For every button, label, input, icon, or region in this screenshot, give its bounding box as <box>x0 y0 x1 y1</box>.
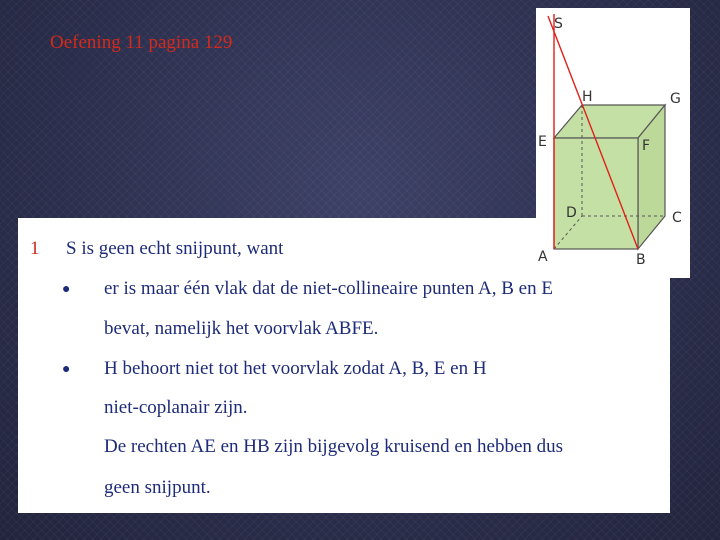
label-d: D <box>566 205 577 221</box>
label-c: C <box>672 210 682 226</box>
cube-diagram <box>536 8 690 278</box>
bullet-1-line-2: bevat, namelijk het voorvlak ABFE. <box>104 318 379 339</box>
conclusion-line-2: geen snijpunt. <box>104 477 211 498</box>
bullet-2-line-1: H behoort niet tot het voorvlak zodat A, B, E en H <box>104 358 487 379</box>
bullet-icon: ● <box>62 282 71 297</box>
bullet-1-line-1: er is maar één vlak dat de niet-collineaire punten A, B en E <box>104 278 553 299</box>
conclusion-line-1: De rechten AE en HB zijn bijgevolg kruisend en hebben dus <box>104 436 564 457</box>
label-h: H <box>582 89 593 105</box>
label-g: G <box>670 91 681 107</box>
label-f: F <box>642 138 651 154</box>
slide-title: Oefening 11 pagina 129 <box>50 32 233 53</box>
answer-intro: S is geen echt snijpunt, want <box>66 238 284 259</box>
bullet-icon: ● <box>62 362 71 377</box>
label-b: B <box>636 252 646 268</box>
cube-figure <box>536 8 690 278</box>
bullet-2-line-2: niet-coplanair zijn. <box>104 397 248 418</box>
exercise-number: 1 <box>30 238 40 259</box>
cube-front-face <box>554 138 638 249</box>
label-a: A <box>538 249 548 265</box>
label-s: S <box>554 16 563 32</box>
label-e: E <box>538 134 547 150</box>
